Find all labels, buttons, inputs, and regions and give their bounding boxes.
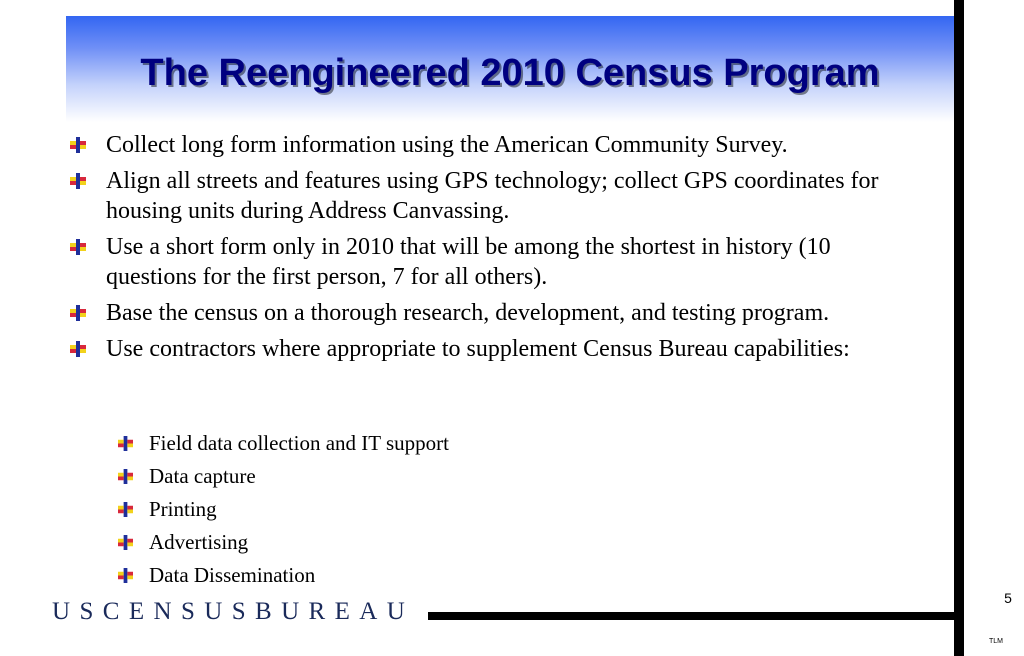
- bullet-item: [70, 334, 920, 364]
- bullet-text: Use contractors where appropriate to supplement Census Bureau capabilities:: [106, 336, 850, 362]
- sub-bullet-item: [118, 431, 618, 455]
- cross-bullet-icon: [70, 341, 86, 357]
- cross-bullet-icon: [118, 502, 133, 517]
- cross-bullet-icon: [70, 305, 86, 321]
- sub-bullet-text: Field data collection and IT support: [149, 431, 449, 455]
- sub-bullet-item: [118, 497, 618, 521]
- sub-bullet-item: [118, 563, 618, 587]
- sub-bullet-list: [118, 431, 618, 596]
- bullet-item: [70, 232, 920, 292]
- cross-bullet-icon: [70, 239, 86, 255]
- cross-bullet-icon: [118, 535, 133, 550]
- sub-bullet-text: Data Dissemination: [149, 563, 316, 587]
- bullet-list: [70, 130, 920, 370]
- bullet-item: [70, 166, 920, 226]
- bullet-item: [70, 130, 920, 160]
- cross-bullet-icon: [118, 568, 133, 583]
- bullet-text: Base the census on a thorough research, development, and testing program.: [106, 300, 830, 326]
- bullet-text: Align all streets and features using GPS technology; collect GPS coordinates for housing units during Address Canvassing.: [106, 168, 879, 224]
- bullet-text: Collect long form information using the American Community Survey.: [106, 132, 788, 158]
- bullet-item: [70, 298, 920, 328]
- footer-code: TLM: [989, 638, 1003, 645]
- sub-bullet-text: Advertising: [149, 530, 249, 554]
- cross-bullet-icon: [70, 173, 86, 189]
- slide-title: The Reengineered 2010 Census Program: [140, 52, 880, 94]
- cross-bullet-icon: [118, 436, 133, 451]
- cross-bullet-icon: [70, 137, 86, 153]
- bullet-text: Use a short form only in 2010 that will be among the shortest in history (10 questions for the first person, 7 for all others).: [106, 234, 831, 290]
- sub-bullet-text: Data capture: [149, 464, 256, 488]
- sub-bullet-text: Printing: [149, 497, 217, 521]
- census-bureau-logo: USCENSUSBUREAU: [52, 598, 415, 625]
- page-number: 5: [1004, 590, 1012, 606]
- cross-bullet-icon: [118, 469, 133, 484]
- footer-rule: [428, 612, 954, 620]
- sub-bullet-item: [118, 530, 618, 554]
- right-border-bar: [954, 0, 964, 656]
- sub-bullet-item: [118, 464, 618, 488]
